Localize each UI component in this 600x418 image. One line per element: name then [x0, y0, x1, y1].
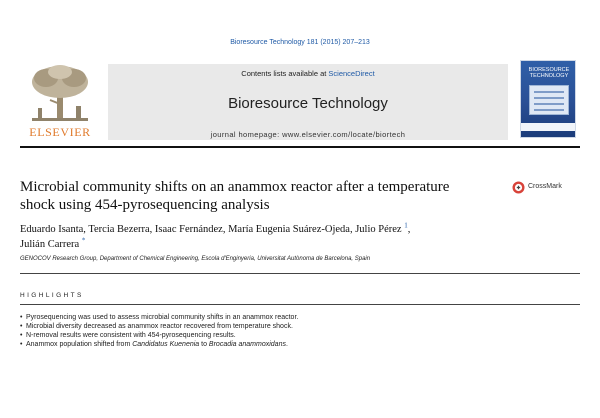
- crossmark-badge[interactable]: [512, 181, 578, 195]
- bullet-icon: •: [20, 323, 23, 330]
- highlight-item: [20, 331, 580, 340]
- authors-line2: [20, 237, 560, 252]
- corresponding-author-link[interactable]: *: [81, 236, 86, 245]
- article-title-line1: Microbial community shifts on an anammox reactor after a temperature: [20, 179, 450, 195]
- author-footnote-link[interactable]: 1: [404, 221, 408, 230]
- publisher-name: ELSEVIER: [29, 125, 91, 139]
- sciencedirect-link[interactable]: ScienceDirect: [328, 69, 375, 78]
- highlight-text-suffix: .: [285, 341, 288, 348]
- header-divider: [20, 146, 580, 148]
- elsevier-tree-icon: [26, 64, 94, 122]
- elsevier-logo[interactable]: [20, 60, 100, 142]
- journal-cover-image[interactable]: [520, 60, 576, 138]
- affiliation-divider: [20, 273, 580, 274]
- bullet-icon: •: [20, 341, 23, 348]
- article-title: [20, 178, 500, 214]
- authors-names-1: Eduardo Isanta, Tercia Bezerra, Isaac Fernández, María Eugenia Suárez-Ojeda, Julio Pérez: [20, 224, 402, 235]
- authors-names-2: Julián Carrera: [20, 239, 80, 250]
- bullet-icon: •: [20, 314, 23, 321]
- highlight-text: Pyrosequencing was used to assess microbial community shifts in an anammox reactor.: [26, 314, 299, 321]
- highlights-heading: HIGHLIGHTS: [20, 292, 84, 299]
- highlight-text-middle: to: [199, 341, 209, 348]
- crossmark-icon: [512, 181, 525, 194]
- highlight-text: N-removal results were consistent with 454-pyrosequencing results.: [26, 332, 236, 339]
- taxon-name: Candidatus Kuenenia: [132, 341, 200, 348]
- highlights-list: [20, 313, 580, 349]
- authors-line1: Eduardo Isanta, Tercia Bezerra, Isaac Fernández, María Eugenia Suárez-Ojeda, Julio Pérez $^1$,: [20, 221, 411, 235]
- bullet-icon: •: [20, 332, 23, 339]
- author-list: [20, 222, 560, 252]
- journal-citation[interactable]: Bioresource Technology 181 (2015) 207–213: [230, 39, 370, 46]
- journal-header: [20, 60, 580, 142]
- taxon-name: Brocadia anammoxidans: [208, 341, 286, 348]
- article-title-line2: shock using 454-pyrosequencing analysis: [20, 197, 270, 213]
- journal-banner: [108, 64, 508, 140]
- author-affiliation: GENOCOV Research Group, Department of Chemical Engineering, Escola d'Enginyeria, Universitat Autònoma de Barcelona, Spain: [20, 256, 371, 262]
- highlights-divider: [20, 304, 580, 305]
- contents-prefix: Contents lists available at: [241, 69, 329, 78]
- journal-homepage[interactable]: journal homepage: www.elsevier.com/locate/biortech: [210, 130, 406, 139]
- cover-graphic: [529, 85, 569, 115]
- crossmark-label: CrossMark: [528, 183, 562, 190]
- highlight-item: [20, 313, 580, 322]
- cover-title: BIORESOURCE TECHNOLOGY: [528, 67, 570, 79]
- highlight-item: [20, 340, 580, 349]
- highlight-item: [20, 322, 580, 331]
- journal-title: Bioresource Technology: [228, 95, 388, 112]
- highlight-text-prefix: Anammox population shifted from: [26, 341, 133, 348]
- highlight-text: Microbial diversity decreased as anammox reactor recovered from temperature shock.: [26, 323, 293, 330]
- contents-availability: [108, 69, 508, 78]
- cover-footer-strip: [521, 123, 575, 131]
